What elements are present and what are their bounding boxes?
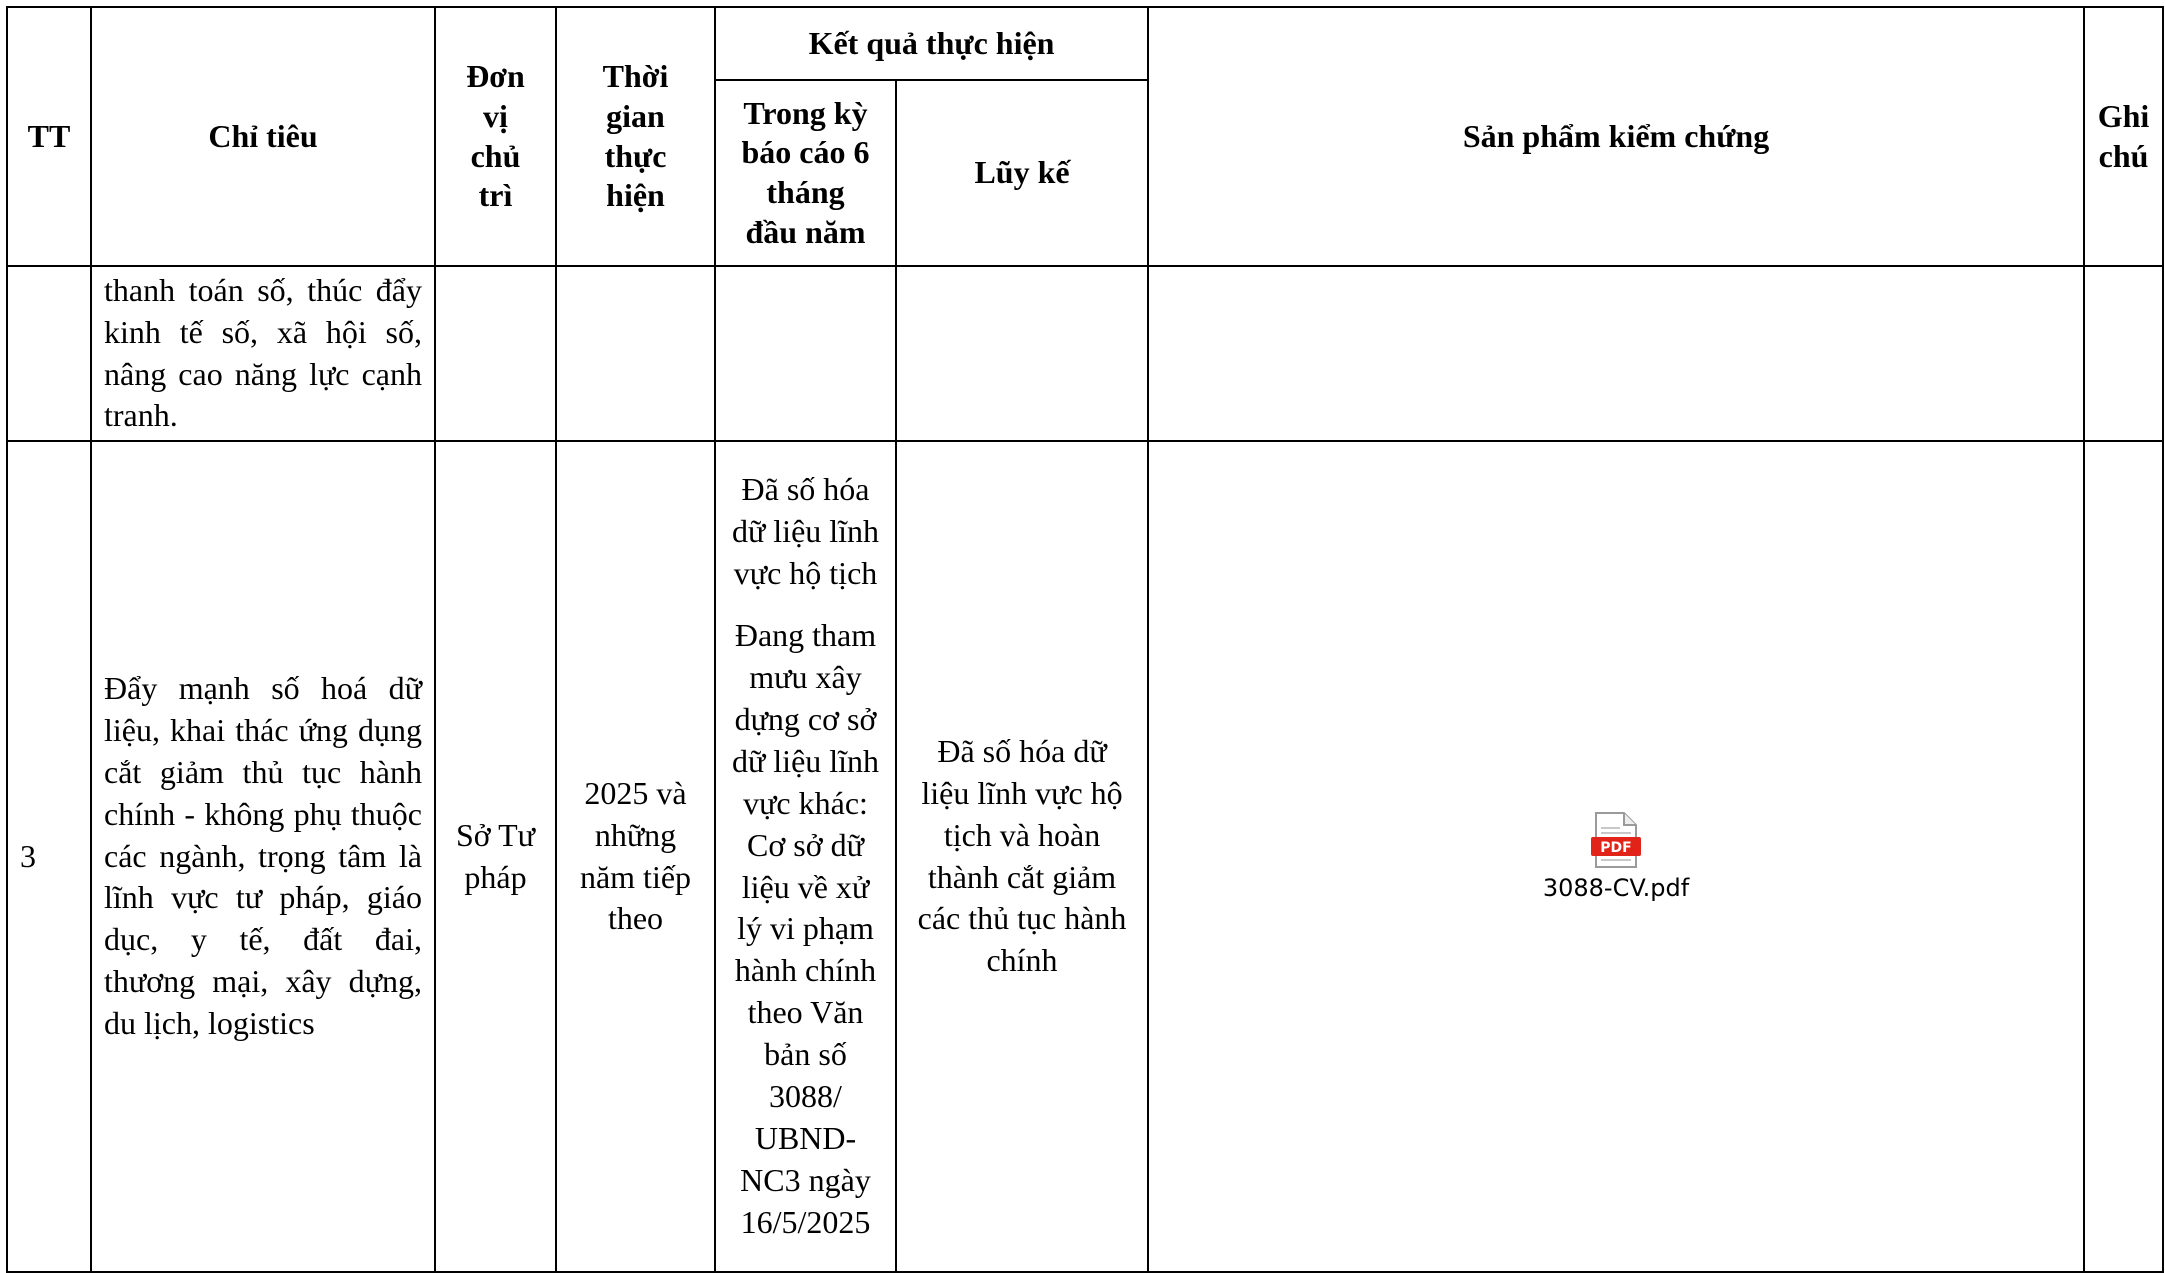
table-row xyxy=(7,266,2163,441)
header-ghi-chu xyxy=(2084,7,2163,266)
cell-don-vi: Sở Tư pháp xyxy=(435,441,556,1272)
header-thoi-gian-thuc-hien xyxy=(556,7,715,266)
header-don-vi-line: trì xyxy=(478,177,513,214)
report-table xyxy=(6,6,2164,1273)
header-luy-ke: Lũy kế xyxy=(896,80,1148,266)
header-thoi-gian-line: hiện xyxy=(606,177,665,214)
header-trong-ky-line: báo cáo 6 xyxy=(741,134,870,171)
header-thoi-gian-line: gian xyxy=(606,97,665,134)
header-trong-ky-line: đầu năm xyxy=(745,213,866,250)
cell-san-pham xyxy=(1148,441,2084,1272)
header-don-vi-line: Đơn xyxy=(466,58,525,95)
header-ket-qua-thuc-hien: Kết quả thực hiện xyxy=(715,7,1148,80)
cell-ghi-chu xyxy=(2084,266,2163,441)
cell-thoi-gian xyxy=(556,266,715,441)
header-don-vi-chu-tri xyxy=(435,7,556,266)
cell-don-vi xyxy=(435,266,556,441)
header-thoi-gian-line: Thời xyxy=(602,58,669,95)
cell-chi-tieu: Đẩy mạnh số hoá dữ liệu, khai thác ứng dụng cắt giảm thủ tục hành chính - không phụ thuộc các ngành, trọng tâm là lĩnh vực tư pháp, giáo dục, y tế, đất đai, thương mại, xây dựng, du lịch, logistics xyxy=(91,441,435,1272)
cell-luy-ke xyxy=(896,266,1148,441)
cell-tt xyxy=(7,266,91,441)
header-san-pham-kiem-chung: Sản phẩm kiểm chứng xyxy=(1148,7,2084,266)
pdf-icon-badge: PDF xyxy=(1600,839,1632,856)
header-trong-ky-bao-cao xyxy=(715,80,896,266)
cell-san-pham xyxy=(1148,266,2084,441)
header-trong-ky-line: tháng xyxy=(766,174,845,210)
cell-thoi-gian: 2025 và những năm tiếp theo xyxy=(556,441,715,1272)
header-trong-ky-line: Trong kỳ xyxy=(743,94,868,131)
trong-ky-paragraph: Đã số hóa dữ liệu lĩnh vực hộ tịch xyxy=(731,471,880,592)
header-chi-tieu: Chỉ tiêu xyxy=(91,7,435,266)
file-name[interactable]: 3088-CV.pdf xyxy=(1542,873,1690,902)
cell-trong-ky xyxy=(715,266,896,441)
header-ghi-chu-line: Ghi xyxy=(2097,97,2150,134)
header-don-vi-line: chủ xyxy=(470,137,521,174)
cell-tt: 3 xyxy=(7,441,91,1272)
cell-chi-tieu: thanh toán số, thúc đẩy kinh tế số, xã hội số, nâng cao năng lực cạnh tranh. xyxy=(91,266,435,441)
pdf-file-icon xyxy=(1590,812,1642,868)
cell-luy-ke: Đã số hóa dữ liệu lĩnh vực hộ tịch và hoàn thành cắt giảm các thủ tục hành chính xyxy=(896,441,1148,1272)
file-attachment-3088-cv[interactable] xyxy=(1161,812,2071,902)
header-don-vi-line: vị xyxy=(483,97,508,134)
cell-ghi-chu xyxy=(2084,441,2163,1272)
header-thoi-gian-line: thực xyxy=(604,137,667,174)
table-row xyxy=(7,441,2163,1272)
header-ghi-chu-line: chú xyxy=(2098,137,2149,174)
trong-ky-paragraph: Đang tham mưu xây dựng cơ sở dữ liệu lĩnh vực khác: Cơ sở dữ liệu về xử lý vi phạm hành chính theo Văn bản số 3088/ UBND-NC3 ngày 16/5/2025 xyxy=(731,617,880,1240)
header-tt: TT xyxy=(7,7,91,266)
cell-trong-ky xyxy=(715,441,896,1272)
